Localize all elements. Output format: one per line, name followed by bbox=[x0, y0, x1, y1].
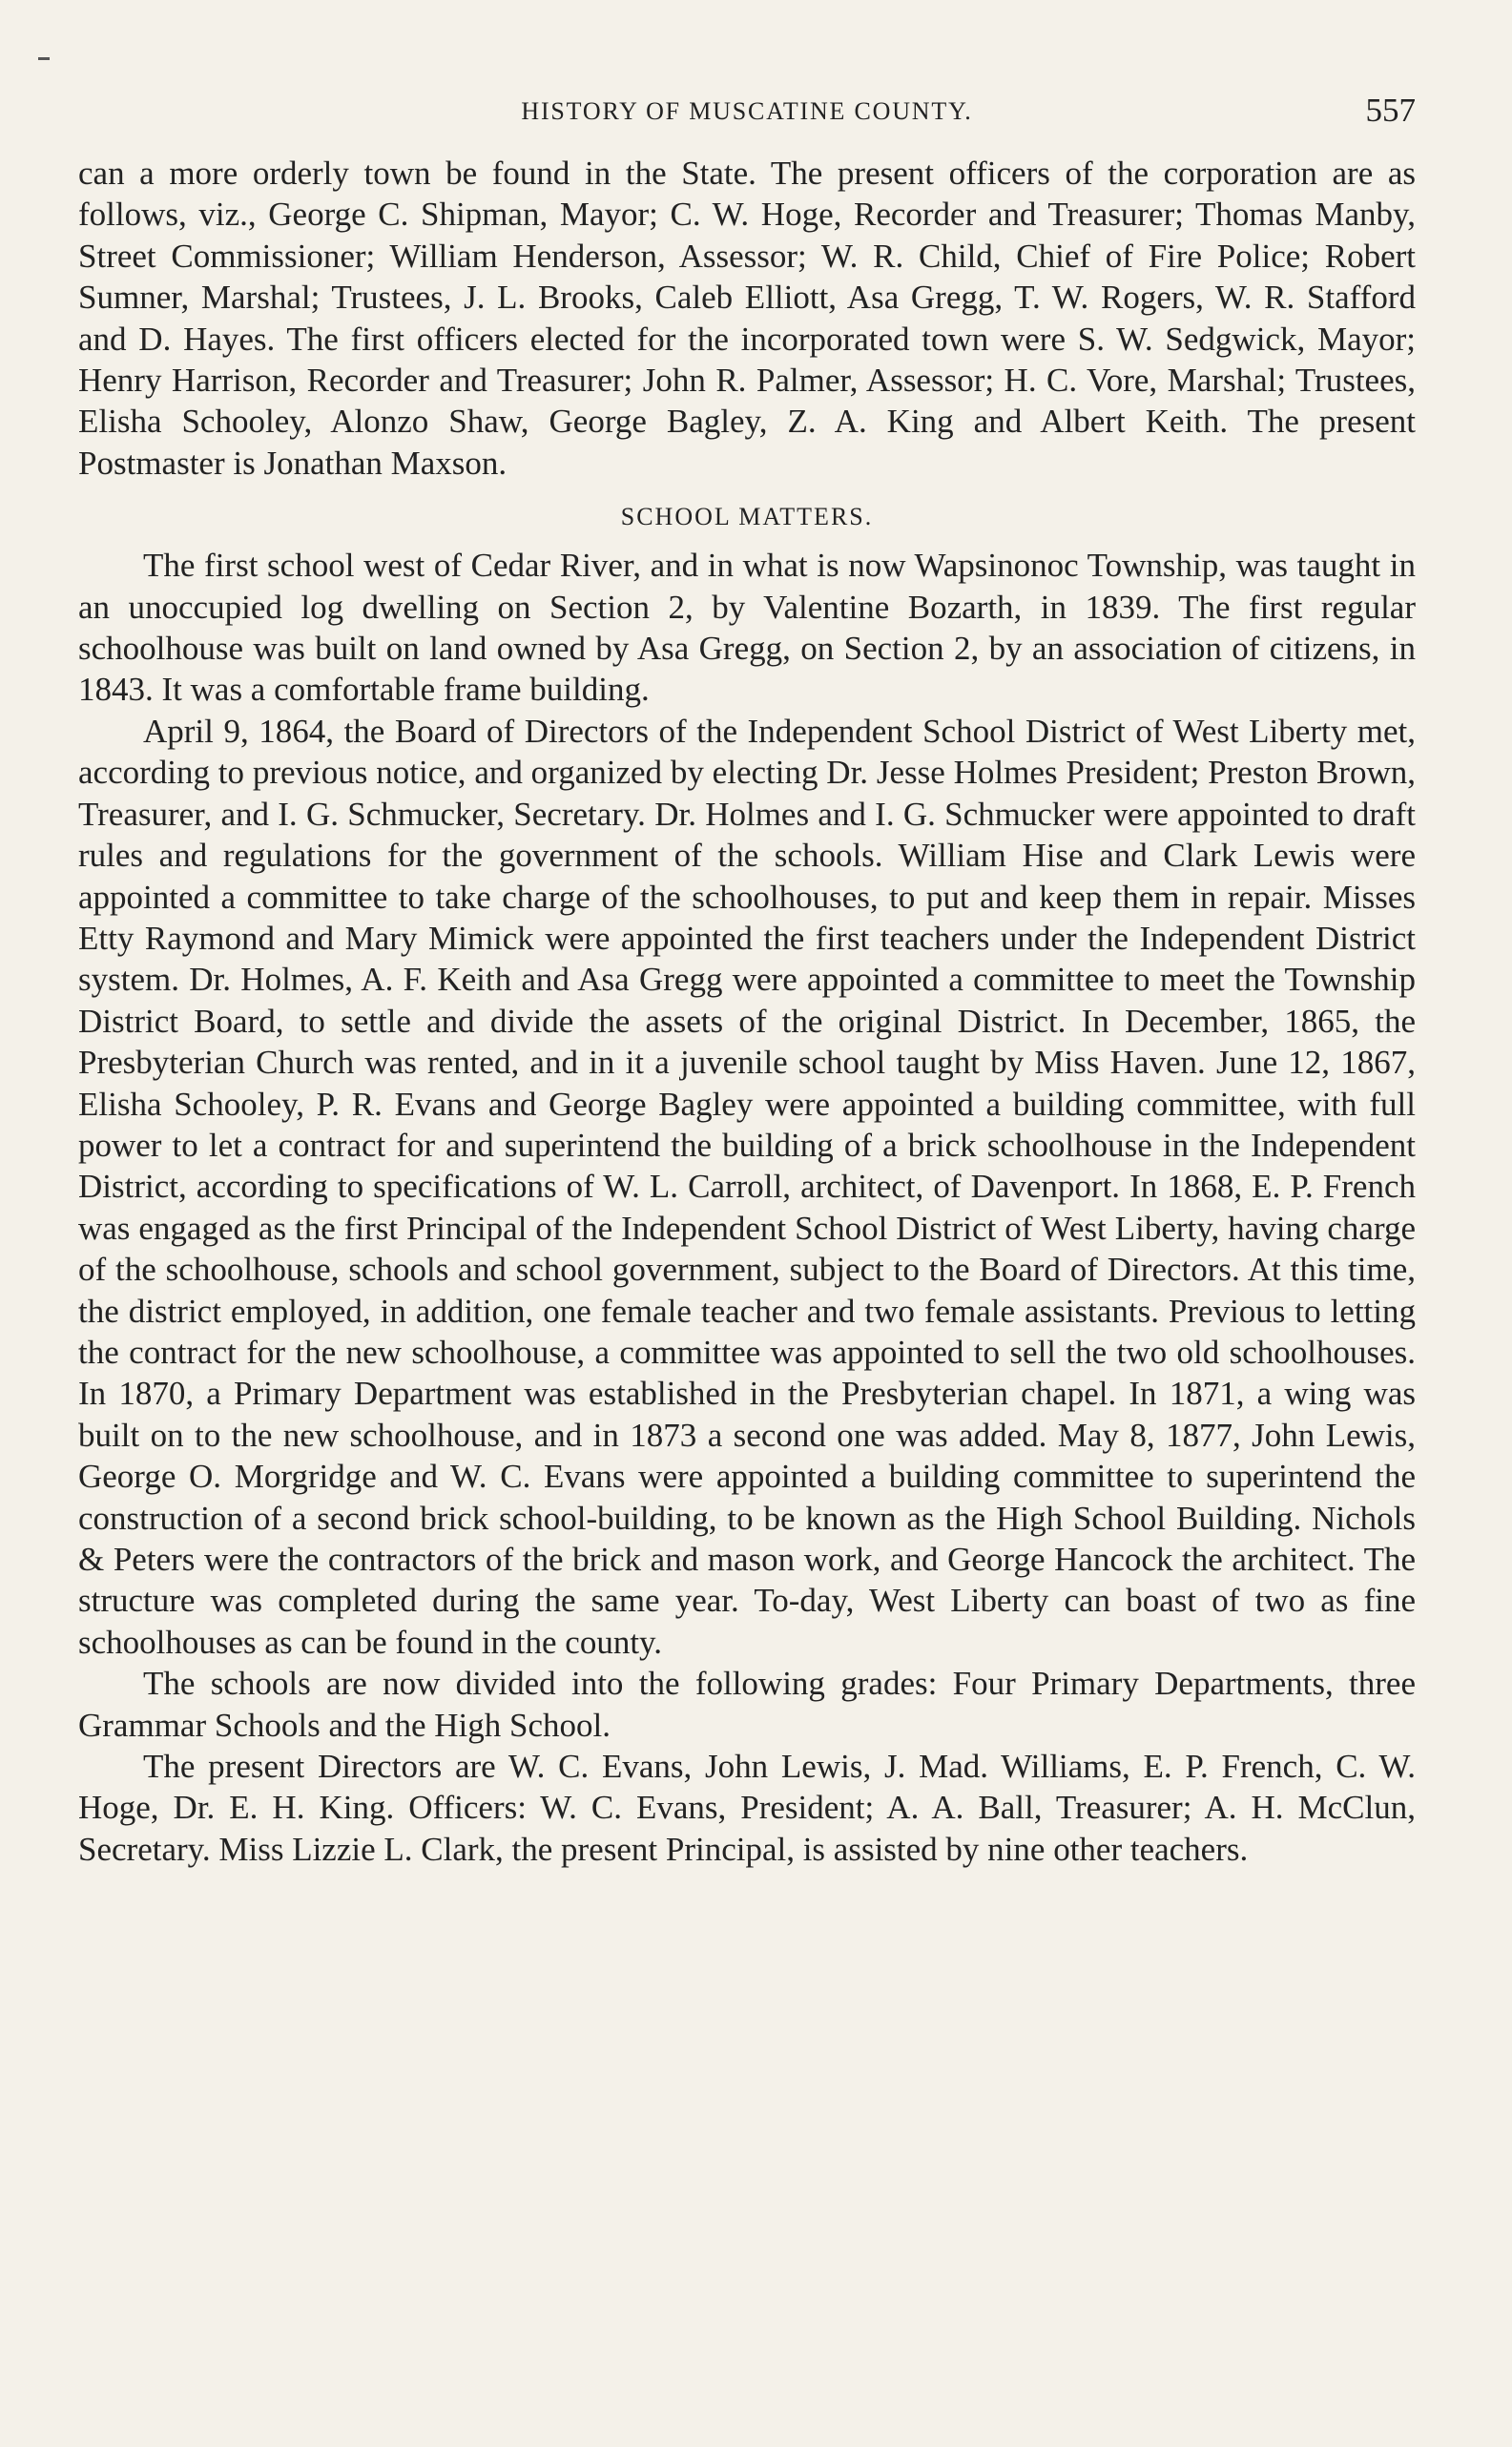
paragraph-grades: The schools are now divided into the following grades: Four Primary Departments, three Grammar Schools and the High School. bbox=[78, 1665, 1416, 1744]
page-number: 557 bbox=[1365, 92, 1416, 129]
margin-mark bbox=[38, 57, 50, 60]
paragraph-first-school: The first school west of Cedar River, and in what is now Wapsinonoc Township, was taught in an unoccupied log dwelling on Section 2, by Valentine Bozarth, in 1839. The first regular schoolhouse was built on land owned by Asa Gregg, on Section 2, by an association of citizens, in 1843. It was a comfortable frame building. bbox=[78, 547, 1416, 709]
running-head bbox=[78, 92, 1416, 139]
running-title: HISTORY OF MUSCATINE COUNTY. bbox=[521, 97, 973, 125]
paragraph-officers: can a more orderly town be found in the State. The present officers of the corporation are as follows, viz., George C. Shipman, Mayor; C. W. Hoge, Recorder and Treasurer; Thomas Manby, Street Commissioner; William Henderson, Assessor; W. R. Child, Chief of Fire Police; Robert Sumner, Marshal; Trustees, J. L. Brooks, Caleb Elliott, Asa Gregg, T. W. Rogers, W. R. Stafford and D. Hayes. The first officers elected for the incorporated town were S. W. Sedgwick, Mayor; Henry Harrison, Recorder and Treasurer; John R. Palmer, Assessor; H. C. Vore, Marshal; Trustees, Elisha Schooley, Alonzo Shaw, George Bagley, Z. A. King and Albert Keith. The present Postmaster is Jonathan Maxson. bbox=[78, 155, 1416, 482]
paragraph-board-history: April 9, 1864, the Board of Directors of the Independent School District of West Liberty met, according to previous notice, and organized by electing Dr. Jesse Holmes President; Preston Brown, Treasurer, and I. G. Schmucker, Secretary. Dr. Holmes and I. G. Schmucker were appointed to draft rules and regulations for the government of the schools. William Hise and Clark Lewis were appointed a committee to take charge of the schoolhouses, to put and keep them in repair. Misses Etty Raymond and Mary Mimick were appointed the first teachers under the Independent District system. Dr. Holmes, A. F. Keith and Asa Gregg were appointed a committee to meet the Township District Board, to settle and divide the assets of the original District. In December, 1865, the Presbyterian Church was rented, and in it a juvenile school taught by Miss Haven. June 12, 1867, Elisha Schooley, P. R. Evans and George Bagley were appointed a building committee, with full power to let a contract for and superintend the building of a brick schoolhouse in the Independent District, according to specifications of W. L. Carroll, architect, of Davenport. In 1868, E. P. French was engaged as the first Principal of the Independent School District of West Liberty, having charge of the schoolhouse, schools and school government, subject to the Board of Directors. At this time, the district employed, in addition, one female teacher and two female assistants. Previous to letting the contract for the new schoolhouse, a committee was appointed to sell the two old schoolhouses. In 1870, a Primary Department was established in the Presbyterian chapel. In 1871, a wing was built on to the new schoolhouse, and in 1873 a second one was added. May 8, 1877, John Lewis, George O. Morgridge and W. C. Evans were appointed a building committee to superintend the construction of a second brick school-building, to be known as the High School Building. Nichols & Peters were the contractors of the brick and mason work, and George Hancock the architect. The structure was completed during the same year. To-day, West Liberty can boast of two as fine schoolhouses as can be found in the county. bbox=[78, 712, 1416, 1661]
section-heading: SCHOOL MATTERS. bbox=[620, 503, 874, 531]
book-page bbox=[78, 92, 1416, 1870]
paragraph-directors: The present Directors are W. C. Evans, John Lewis, J. Mad. Williams, E. P. French, C. W. Hoge, Dr. E. H. King. Officers: W. C. Evans, President; A. A. Ball, Treasurer; A. H. McClun, Secretary. Miss Lizzie L. Clark, the present Principal, is assisted by nine other teachers. bbox=[78, 1748, 1416, 1868]
